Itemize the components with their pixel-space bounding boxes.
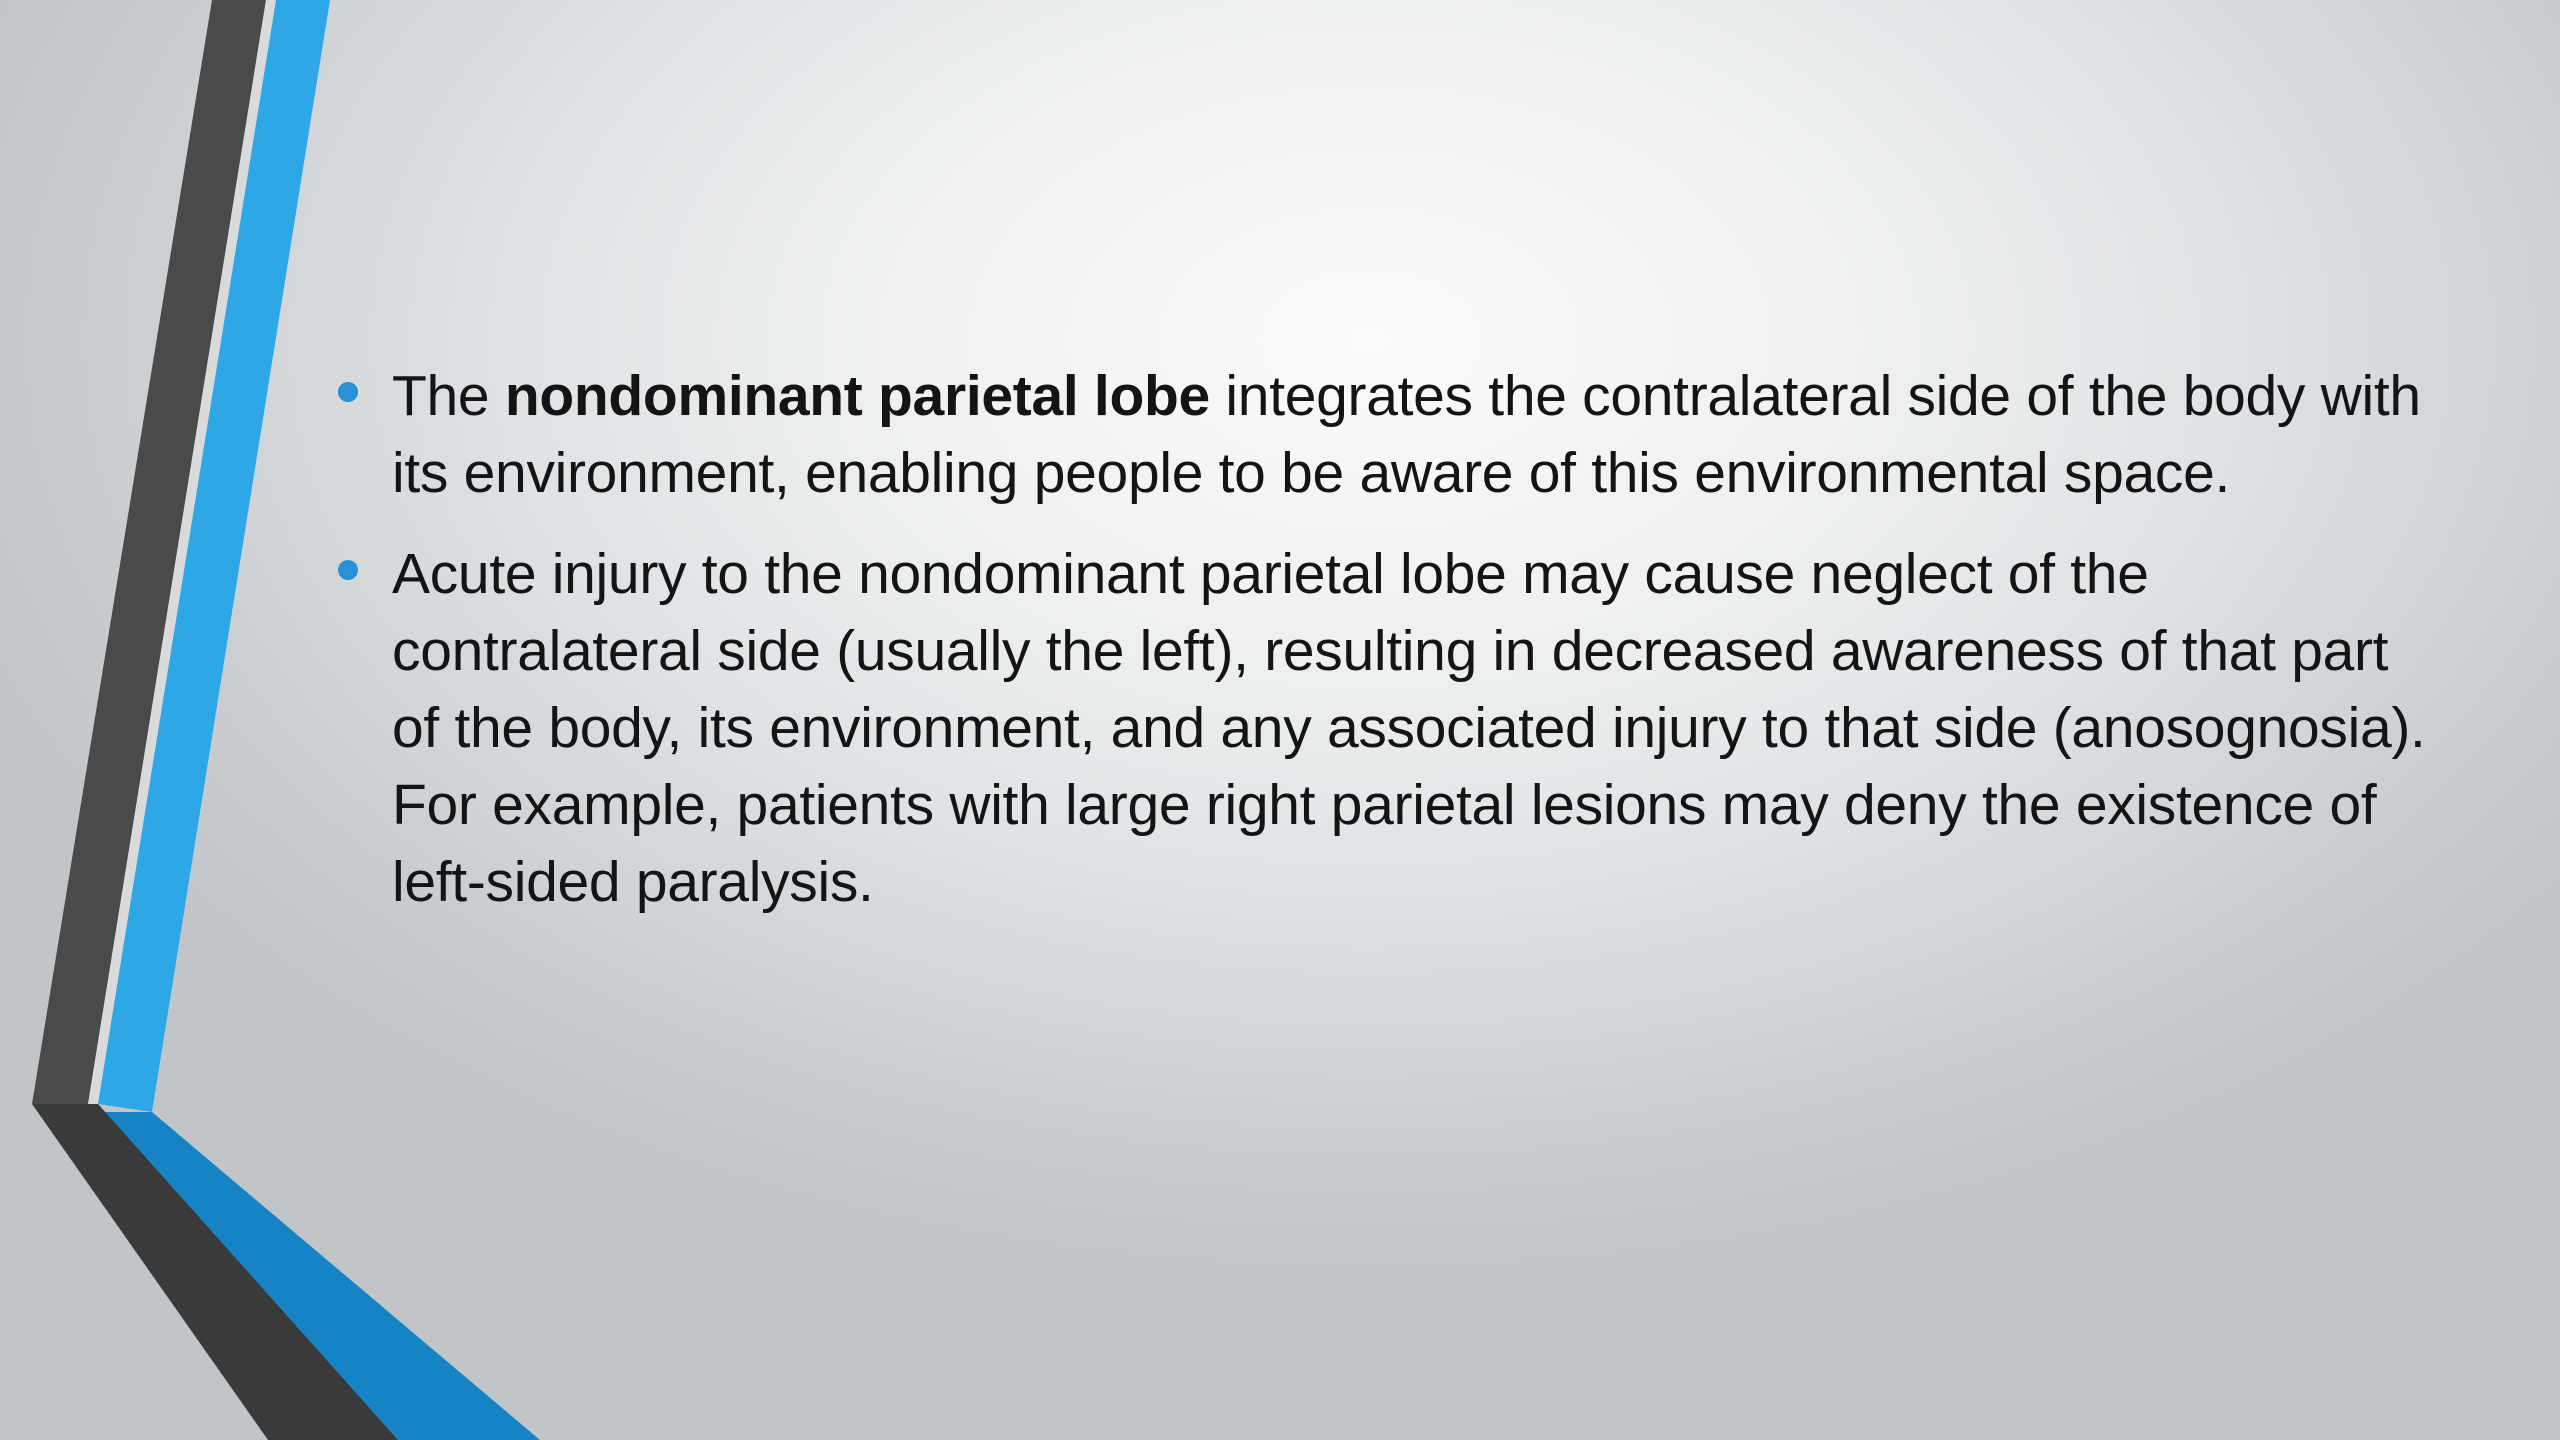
bullet-text [392, 358, 2440, 512]
slide-body [330, 358, 2440, 945]
light-separator [88, 0, 276, 1104]
bullet-icon [338, 560, 358, 580]
bullet-text-emphasis: nondominant parietal lobe [504, 364, 1210, 428]
dark-stripe-diagonal [32, 1104, 398, 1440]
bullet-text-rest: integrates the contralateral side of the body with its environment, enabling people to be aware of this environmental space. [392, 364, 2421, 505]
bullet-text-intro: The [392, 364, 505, 428]
bullet-icon [338, 382, 358, 402]
bullet-item [330, 536, 2440, 921]
bullet-text: Acute injury to the nondominant parietal lobe may cause neglect of the contralateral side (usually the left), resulting in decreased awareness of that part of the body, its environment, and any associated injury to that side (anosognosia). For example, patients with large right parietal lesions may deny the existence of left-sided paralysis. [392, 542, 2426, 914]
bullet-item [330, 358, 2440, 512]
